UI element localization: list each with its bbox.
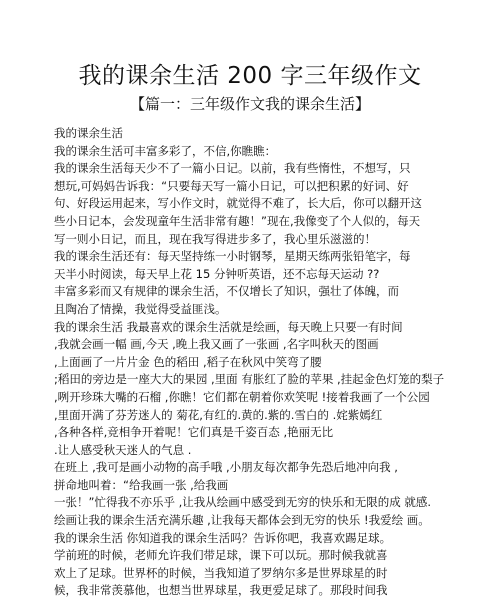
page-title: 我的课余生活 200 字三年级作文 <box>78 63 422 89</box>
text-line: ,咧开珍珠大嘴的石榴 ,你瞧！它们都在朝着你欢笑呢 !接着我画了一个公园 <box>54 389 430 404</box>
text-line: 句、好段运用起来，写小作文时，就觉得不难了，长大后，你可以翻开这 <box>54 196 422 211</box>
text-line: ,我就会画一幅 画,今天 ,晚上我又画了一张画 ,名字叫秋天的图画 <box>54 337 379 352</box>
text-line: ,各种各样,竞相争开着呢！它们真是千姿百态 ,艳丽无比 <box>54 425 334 440</box>
text-line: 在班上 ,我可是画小动物的高手哦 ,小朋友每次都争先恐后地冲向我 , <box>54 460 398 475</box>
section-heading: 【篇一：三年级作文我的课余生活】 <box>129 95 370 113</box>
text-line: ;稻田的旁边是一座大大的果园 ,里面 有胀红了脸的苹果 ,挂起金色灯笼的梨子 <box>54 372 445 387</box>
text-line: 欢上了足球。世界杯的时候，当我知道了罗纳尔多是世界球星的时 <box>54 565 388 580</box>
text-line: 些小日记本，会发现童年生活非常有趣！”现在,我像变了个人似的，每天 <box>54 213 421 228</box>
text-line: 候，我非常羡慕他，也想当世界球星，我更爱足球了。那段时间我 <box>54 583 388 598</box>
body-text <box>54 125 474 600</box>
text-line: 想玩,可妈妈告诉我：“只要每天写一篇小日记，可以把积累的好词、好 <box>54 178 409 193</box>
text-line: 且陶冶了情操，我觉得受益匪浅。 <box>54 301 227 316</box>
text-line: 一张！”忙得我不亦乐乎 ,让我从绘画中感受到无穷的快乐和无限的成 就感. <box>54 495 432 510</box>
text-line: 我的课余生活每天少不了一篇小日记。以前，我有些惰性，不想写，只 <box>54 161 411 176</box>
text-line: 绘画让我的课余生活充满乐趣 ,让我每天都体会到无穷的快乐 !我爱绘 画。 <box>54 513 430 528</box>
text-line: .让人感受秋天迷人的气息 . <box>54 442 192 457</box>
text-line: 我的课余生活 你知道我的课余生活吗？告诉你吧，我喜欢踢足球。 <box>54 530 392 545</box>
text-line: 我的课余生活 <box>54 126 123 140</box>
text-line: 拼命地叫着：“给我画一张 ,给我画 <box>54 477 229 492</box>
text-line: 丰富多彩而又有规律的课余生活，不仅增长了知识，强壮了体魄，而 <box>54 284 399 299</box>
text-line: 我的课余生活 我最喜欢的课余生活就是绘画，每天晚上只要一有时间 <box>54 319 403 334</box>
text-line: 学前班的时候，老师允许我们带足球，课下可以玩。那时候我就喜 <box>54 548 388 563</box>
text-line: 我的课余生活还有：每天坚持练一小时钢琴，星期天练两张铅笔字，每 <box>54 249 411 264</box>
text-line: 我的课余生活可丰富多彩了，不信,你瞧瞧： <box>54 143 277 158</box>
text-line: ,里面开满了芬芳迷人的 菊花,有红的.黄的.紫的.雪白的 .姹紫嫣红 <box>54 407 383 422</box>
text-line: 写一则小日记，而且，现在我写得进步多了，我心里乐滋滋的！ <box>54 231 376 246</box>
text-line: 天半小时阅读，每天早上花 15 分钟听英语，还不忘每天运动 ?? <box>54 266 380 281</box>
text-line: ,上面画了一片片金 色的稻田 ,稻子在秋风中笑弯了腰 <box>54 354 322 369</box>
